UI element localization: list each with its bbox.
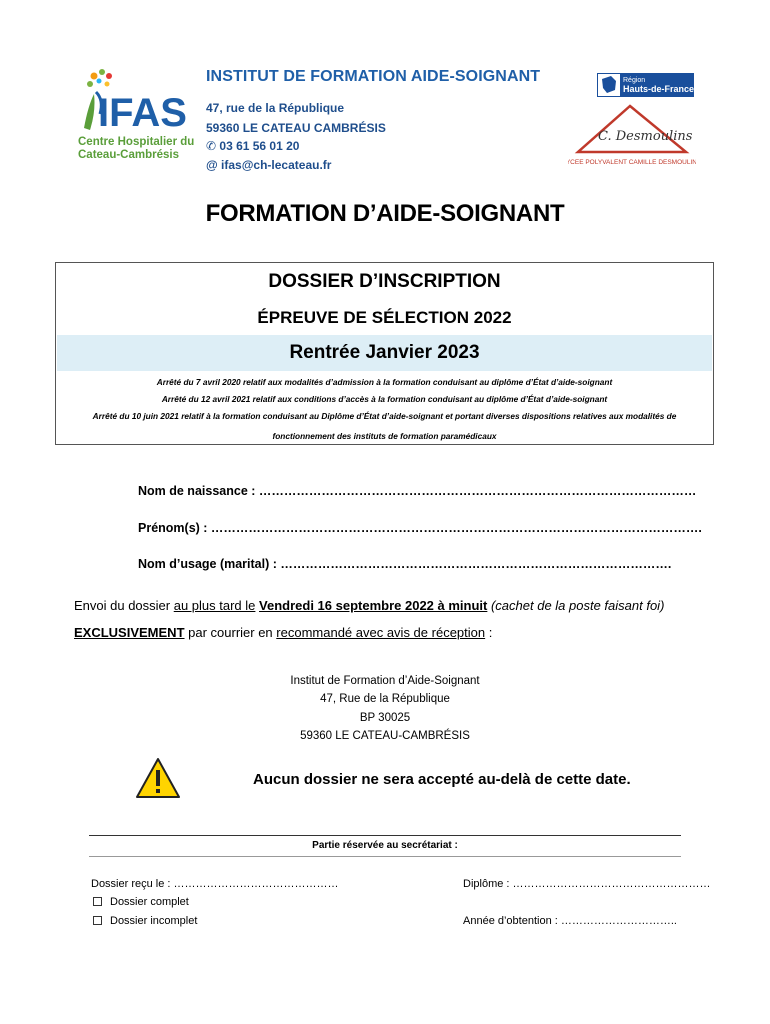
svg-text:IFAS: IFAS [98, 91, 187, 135]
secretariat-title: Partie réservée au secrétariat : [312, 840, 458, 851]
selection-heading: ÉPREUVE DE SÉLECTION 2022 [257, 308, 512, 327]
mailing-address-line2: 47, Rue de la République [320, 693, 450, 705]
mailing-address-line3: BP 30025 [359, 712, 411, 724]
address-street: 47, rue de la République [206, 101, 345, 115]
dossier-recu-field[interactable]: Dossier reçu le : ……………………………………… [91, 878, 339, 890]
page-title: FORMATION D’AIDE-SOIGNANT [205, 200, 565, 227]
reference-decree-1: Arrêté du 7 avril 2020 relatif aux modalités d’admission à la formation conduisant au diplôme d’État d’aide-soignant [156, 377, 613, 387]
nom-naissance-field[interactable]: Nom de naissance : …………………………………………………………………………………………… [138, 484, 697, 498]
registered-mail-text: recommandé avec avis de réception [276, 625, 486, 640]
dossier-heading: DOSSIER D’INSCRIPTION [268, 271, 501, 292]
nom-usage-field[interactable]: Nom d’usage (marital) : …………………………………………………………………………………. [138, 557, 672, 571]
deadline-underlined: au plus tard le [173, 598, 256, 613]
sending-method-paragraph [74, 625, 492, 640]
dossier-complet-label: Dossier complet [110, 896, 189, 908]
rentree-heading: Rentrée Janvier 2023 [289, 342, 480, 363]
svg-text:LYCEE POLYVALENT CAMILLE DESMO: LYCEE POLYVALENT CAMILLE DESMOULINS [568, 159, 696, 166]
region-hauts-de-france-logo [597, 73, 694, 97]
annee-obtention-field[interactable]: Année d’obtention : ………………………….. [463, 915, 677, 927]
phone-number: ✆ 03 61 56 01 20 [206, 139, 300, 153]
mailing-address-line1: Institut de Formation d’Aide-Soignant [290, 675, 480, 687]
institute-title: INSTITUT DE FORMATION AIDE-SOIGNANT [206, 68, 541, 85]
dossier-info-box [55, 262, 714, 445]
email-address: @ ifas@ch-lecateau.fr [206, 158, 332, 172]
dossier-incomplet-option[interactable] [93, 915, 197, 927]
lycee-desmoulins-logo [568, 104, 696, 170]
reference-decree-2: Arrêté du 12 avril 2021 relatif aux conditions d’accès à la formation conduisant au diplôme d’État d’aide-soignant [161, 394, 608, 404]
dossier-incomplet-label: Dossier incomplet [110, 915, 198, 927]
reference-decree-3: Arrêté du 10 juin 2021 relatif à la formation conduisant au Diplôme d’État d’aide-soignant et portant diverses dispositions relatives aux modalités de [92, 411, 677, 421]
svg-text:Région: Région [623, 77, 646, 84]
deadline-paragraph [74, 598, 664, 613]
deadline-text: Envoi du dossier [74, 598, 174, 613]
deadline-date: Vendredi 16 septembre 2022 à minuit [259, 598, 488, 613]
postmark-note: (cachet de la poste faisant foi) [487, 598, 665, 613]
svg-text:Centre Hospitalier du: Centre Hospitalier du [78, 136, 195, 148]
address-city: 59360 LE CATEAU CAMBRÉSIS [206, 121, 386, 135]
svg-text:C. Desmoulins: C. Desmoulins [598, 129, 693, 144]
colon: : [485, 625, 493, 640]
secretariat-top-rule [89, 835, 681, 836]
diplome-field[interactable]: Diplôme : ……………………………………………… [463, 878, 711, 890]
mailing-address-line4: 59360 LE CATEAU-CAMBRÉSIS [300, 730, 470, 742]
secretariat-divider [89, 856, 681, 857]
svg-text:Hauts-de-France: Hauts-de-France [623, 84, 694, 94]
exclusively-text: EXCLUSIVEMENT [74, 625, 185, 640]
mail-text: par courrier en [184, 625, 277, 640]
warning-icon [135, 757, 181, 799]
dossier-incomplet-checkbox[interactable] [93, 916, 102, 925]
ifas-logo [76, 66, 196, 176]
dossier-complet-checkbox[interactable] [93, 897, 102, 906]
prenom-field[interactable]: Prénom(s) : ………………………………………………………………………………………………………. [138, 521, 702, 535]
warning-text: Aucun dossier ne sera accepté au-delà de cette date. [253, 771, 631, 788]
svg-text:Cateau-Cambrésis: Cateau-Cambrésis [78, 149, 179, 161]
dossier-complet-option[interactable] [93, 896, 189, 908]
reference-decree-3-cont: fonctionnement des instituts de formation paramédicaux [272, 431, 497, 441]
